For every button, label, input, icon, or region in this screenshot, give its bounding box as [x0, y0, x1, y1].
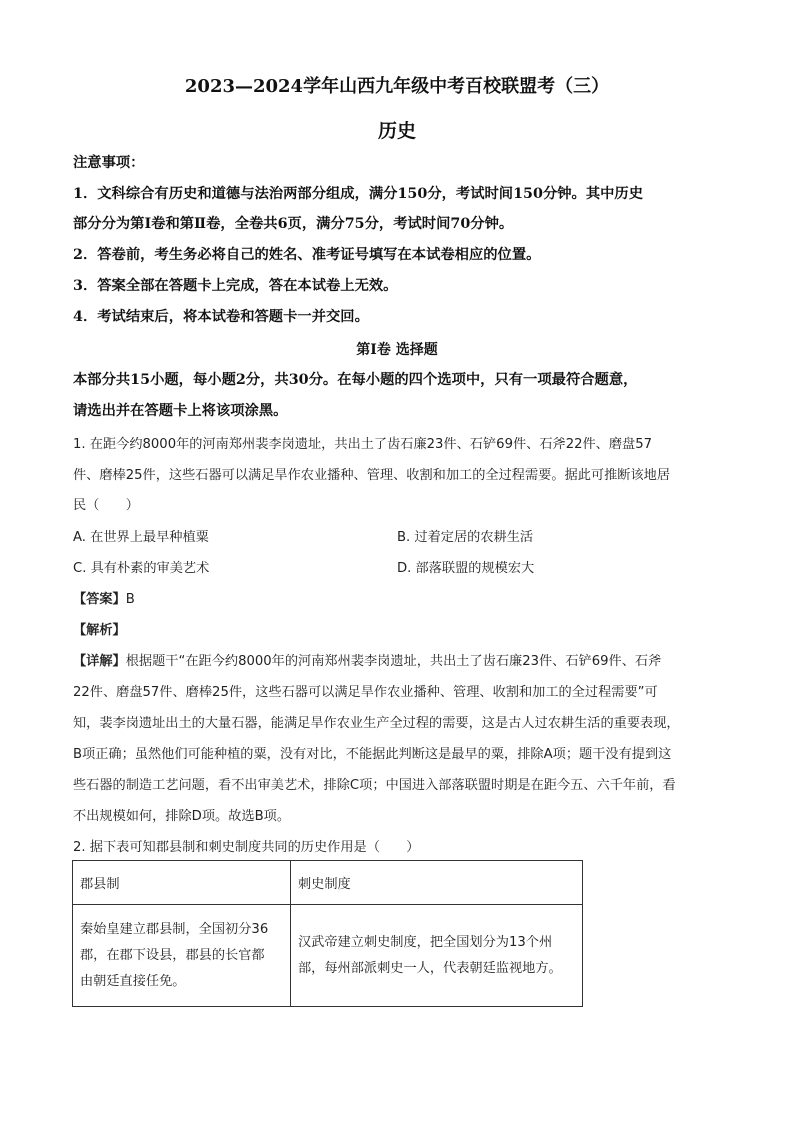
table-header-cell: 刺史制度	[291, 861, 583, 905]
notes-line: 2．答卷前，考生务必将自己的姓名、准考证号填写在本试卷相应的位置。	[73, 247, 541, 263]
cell-line: 郡，在郡下设县，郡县的长官都	[80, 947, 265, 963]
q1-detail-line: 些石器的制造工艺问题，看不出审美艺术，排除C项；中国进入部落联盟时期是在距今五、六千年前，看	[73, 778, 676, 793]
answer-tag: 【答案】	[73, 592, 126, 607]
q1-analysis-tag	[73, 619, 126, 638]
table-header-row	[73, 861, 583, 905]
q1-option-c: C. 具有朴素的审美艺术	[73, 561, 210, 576]
q1-detail-line: B项正确；虽然他们可能种植的粟，没有对比，不能据此判断这是最早的粟，排除A项；题干没有提到这	[73, 747, 672, 762]
section-instruction: 请选出并在答题卡上将该项涂黑。	[73, 403, 288, 419]
q1-detail-line: 22件、磨盘57件、磨棒25件，这些石器可以满足旱作农业播种、管理、收割和加工的全过程需要”可	[73, 685, 658, 700]
q1-stem-line: 1. 在距今约8000年的河南郑州裴李岗遗址，共出土了齿石廉23件、石铲69件、石斧22件、磨盘57	[73, 437, 653, 452]
cell-line: 由朝廷直接任免。	[80, 973, 186, 989]
q2-table	[72, 860, 583, 1007]
notes-line: 1．文科综合有历史和道德与法治两部分组成，满分150分，考试时间150分钟。其中历史	[73, 186, 644, 202]
q1-detail-line: 知，裴李岗遗址出土的大量石器，能满足旱作农业生产全过程的需要，这是古人过农耕生活的重要表现，	[73, 716, 680, 731]
table-header-cell: 郡县制	[73, 861, 291, 905]
table-cell	[291, 905, 583, 1007]
detail-tag: 【详解】	[73, 654, 126, 669]
q1-option-b: B. 过着定居的农耕生活	[397, 530, 534, 545]
answer-value: B	[125, 592, 135, 607]
table-row	[73, 905, 583, 1007]
q1-option-d: D. 部落联盟的规模宏大	[397, 561, 535, 576]
q2-stem: 2. 据下表可知郡县制和刺史制度共同的历史作用是（ ）	[73, 840, 420, 855]
notes-line: 4．考试结束后，将本试卷和答题卡一并交回。	[73, 309, 369, 325]
q1-detail-line	[73, 650, 661, 669]
q1-answer	[73, 588, 135, 607]
q1-stem-line: 民（ ）	[73, 498, 139, 513]
notes-heading: 注意事项：	[73, 155, 145, 171]
analysis-tag: 【解析】	[73, 623, 126, 638]
subject-title: 历史	[377, 120, 416, 142]
table-cell	[73, 905, 291, 1007]
exam-title: 2023—2024学年山西九年级中考百校联盟考（三）	[184, 76, 610, 97]
section-title: 第Ⅰ卷 选择题	[356, 342, 438, 358]
detail-text: 根据题干“在距今约8000年的河南郑州裴李岗遗址，共出土了齿石廉23件、石铲69件、石斧	[125, 654, 662, 669]
cell-line: 汉武帝建立刺史制度，把全国划分为13个州	[298, 934, 553, 950]
q1-detail-line: 不出规模如何，排除D项。故选B项。	[73, 809, 291, 824]
notes-line: 3．答案全部在答题卡上完成，答在本试卷上无效。	[73, 278, 398, 294]
q1-stem-line: 件、磨棒25件，这些石器可以满足旱作农业播种、管理、收割和加工的全过程需要。据此可推断该地居	[73, 468, 671, 483]
cell-line: 秦始皇建立郡县制，全国初分36	[80, 921, 269, 937]
q1-option-a: A. 在世界上最早种植粟	[73, 530, 209, 545]
cell-line: 部，每州部派刺史一人，代表朝廷监视地方。	[298, 960, 562, 976]
section-instruction: 本部分共15小题，每小题2分，共30分。在每小题的四个选项中，只有一项最符合题意，	[73, 372, 638, 388]
notes-line: 部分分为第Ⅰ卷和第Ⅱ卷，全卷共6页，满分75分，考试时间70分钟。	[73, 216, 514, 232]
